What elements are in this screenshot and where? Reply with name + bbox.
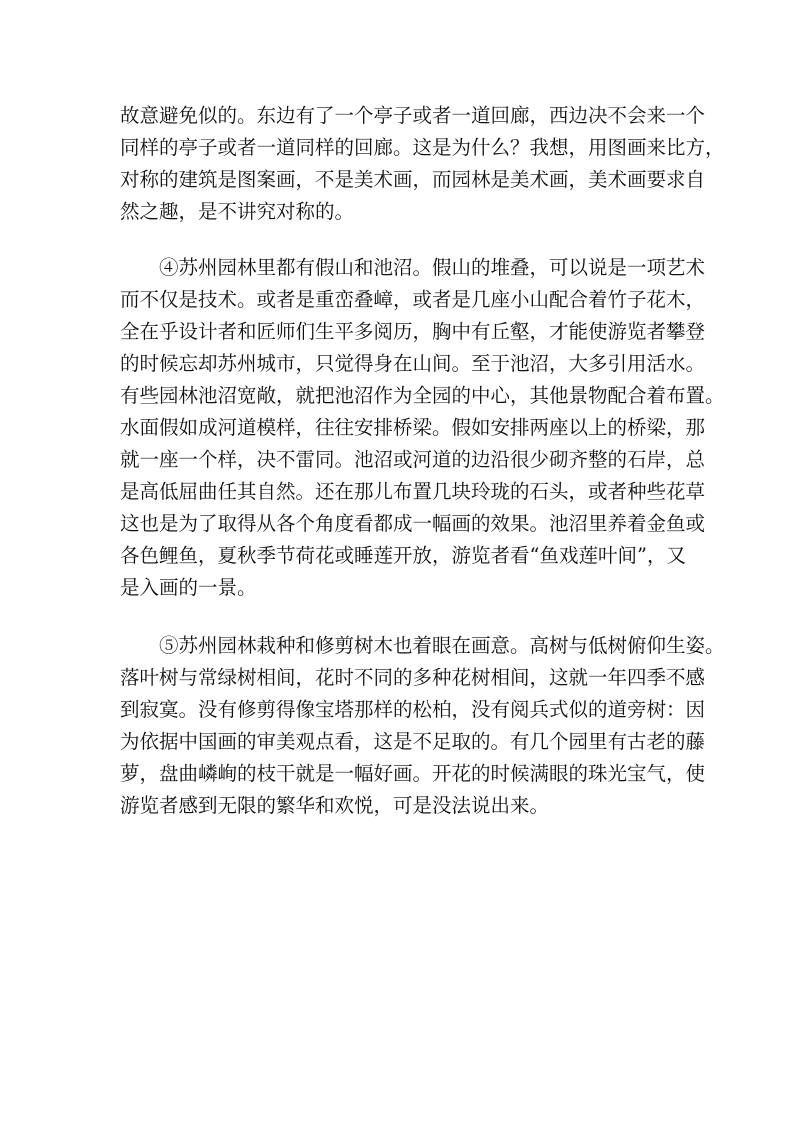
text-line: 到寂寞。没有修剪得像宝塔那样的松柏，没有阅兵式似的道旁树：因 bbox=[120, 698, 706, 721]
document-body bbox=[120, 100, 725, 822]
paragraph-symmetry bbox=[120, 100, 725, 228]
paragraph-rockery-ponds bbox=[120, 252, 725, 604]
text-line: 为依据中国画的审美观点看，这是不足取的。有几个园里有古老的藤 bbox=[120, 730, 706, 753]
text-line: 这也是为了取得从各个角度看都成一幅画的效果。池沼里养着金鱼或 bbox=[120, 512, 706, 535]
text-line: 而不仅是技术。或者是重峦叠嶂，或者是几座小山配合着竹子花木， bbox=[120, 288, 706, 311]
text-line: 落叶树与常绿树相间，花时不同的多种花树相间，这就一年四季不感 bbox=[120, 666, 706, 689]
text-line: 有些园林池沼宽敞，就把池沼作为全园的中心，其他景物配合着布置。 bbox=[120, 384, 725, 407]
text-line: 是入画的一景。 bbox=[120, 576, 257, 599]
text-line: 全在乎设计者和匠师们生平多阅历，胸中有丘壑，才能使游览者攀登 bbox=[120, 320, 706, 343]
text-line: 游览者感到无限的繁华和欢悦，可是没法说出来。 bbox=[120, 794, 550, 817]
text-line: ⑤苏州园林栽种和修剪树木也着眼在画意。高树与低树俯仰生姿。 bbox=[120, 634, 725, 657]
text-line: 水面假如成河道模样，往往安排桥梁。假如安排两座以上的桥梁，那 bbox=[120, 416, 706, 439]
text-line: 故意避免似的。东边有了一个亭子或者一道回廊，西边决不会来一个 bbox=[120, 104, 706, 127]
text-line: 同样的亭子或者一道同样的回廊。这是为什么？我想，用图画来比方， bbox=[120, 136, 725, 159]
text-line: 萝，盘曲嶙峋的枝干就是一幅好画。开花的时候满眼的珠光宝气，使 bbox=[120, 762, 706, 785]
text-line: 对称的建筑是图案画，不是美术画，而园林是美术画，美术画要求自 bbox=[120, 168, 706, 191]
text-line: 就一座一个样，决不雷同。池沼或河道的边沿很少砌齐整的石岸，总 bbox=[120, 448, 706, 471]
text-line: 然之趣，是不讲究对称的。 bbox=[120, 200, 355, 223]
paragraph-trees bbox=[120, 630, 725, 822]
text-line: 是高低屈曲任其自然。还在那儿布置几块玲珑的石头，或者种些花草 bbox=[120, 480, 706, 503]
text-line: 各色鲤鱼，夏秋季节荷花或睡莲开放，游览者看“鱼戏莲叶间”，又 bbox=[120, 544, 686, 567]
text-line: 的时候忘却苏州城市，只觉得身在山间。至于池沼，大多引用活水。 bbox=[120, 352, 706, 375]
text-line: ④苏州园林里都有假山和池沼。假山的堆叠，可以说是一项艺术 bbox=[120, 256, 706, 279]
